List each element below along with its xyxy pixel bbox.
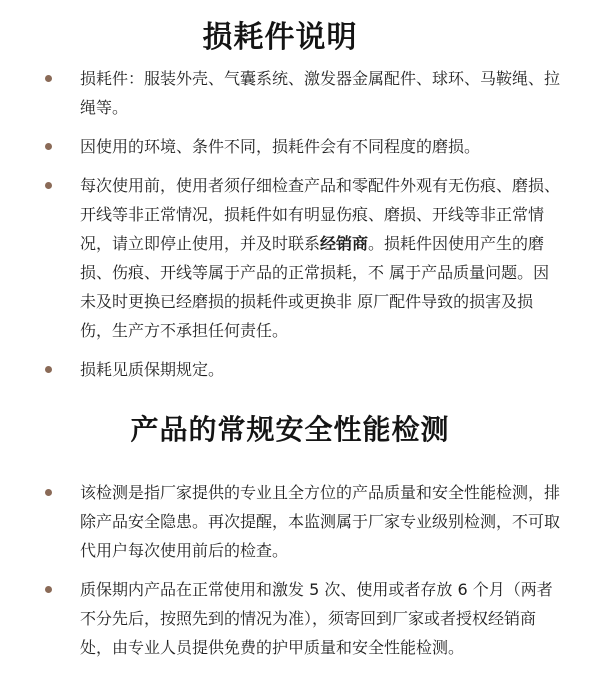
item-text: 质保期内产品在正常使用和激发 5 次、使用或者存放 6 个月（两者不分先后，按照先到的情况为准），须寄回到厂家或者授权经销商处，由专业人员提供免费的护甲质量和安全性能检测。: [80, 580, 553, 657]
item-text-pre: 每次使用前，使用者须仔细检查产品和零配件外观有无伤痕、磨损、开线等非正常情况，损耗件如有明显伤痕、磨损、开线等非正常情况，请立即停止使用，并及时联系: [80, 176, 561, 253]
item-text: 该检测是指厂家提供的专业且全方位的产品质量和安全性能检测，排除产品安全隐患。再次提醒，本监测属于厂家专业级别检测，不可取代用户每次使用前后的检查。: [80, 483, 561, 560]
list-item: [0, 478, 600, 565]
bullet-icon: [45, 489, 52, 496]
list-item: [0, 171, 600, 345]
item-text-post: 。损耗件因使用产生的磨损、伤痕、开线等属于产品的正常损耗，不 属于产品质量问题。因未及时更换已经磨损的损耗件或更换非 原厂配件导致的损害及损伤，生产方不承担任何责任。: [80, 234, 550, 340]
safety-inspection-list: [0, 478, 600, 672]
bullet-icon: [45, 182, 52, 189]
item-text: 损耗见质保期规定。: [80, 360, 225, 379]
item-text: 损耗件：服装外壳、气囊系统、激发器金属配件、球环、马鞍绳、拉绳等。: [80, 69, 561, 117]
bullet-icon: [45, 586, 52, 593]
wear-parts-list: [0, 64, 600, 394]
section-title-wear-parts: 损耗件说明: [202, 20, 358, 55]
list-item: [0, 132, 600, 161]
item-text: 因使用的环境、条件不同，损耗件会有不同程度的磨损。: [80, 137, 481, 156]
section-title-safety-inspection: 产品的常规安全性能检测: [130, 413, 450, 446]
dealer-emphasis: 经销商: [320, 234, 369, 253]
bullet-icon: [45, 366, 52, 373]
bullet-icon: [45, 75, 52, 82]
bullet-icon: [45, 143, 52, 150]
list-item: [0, 355, 600, 384]
list-item: [0, 64, 600, 122]
list-item: [0, 575, 600, 662]
